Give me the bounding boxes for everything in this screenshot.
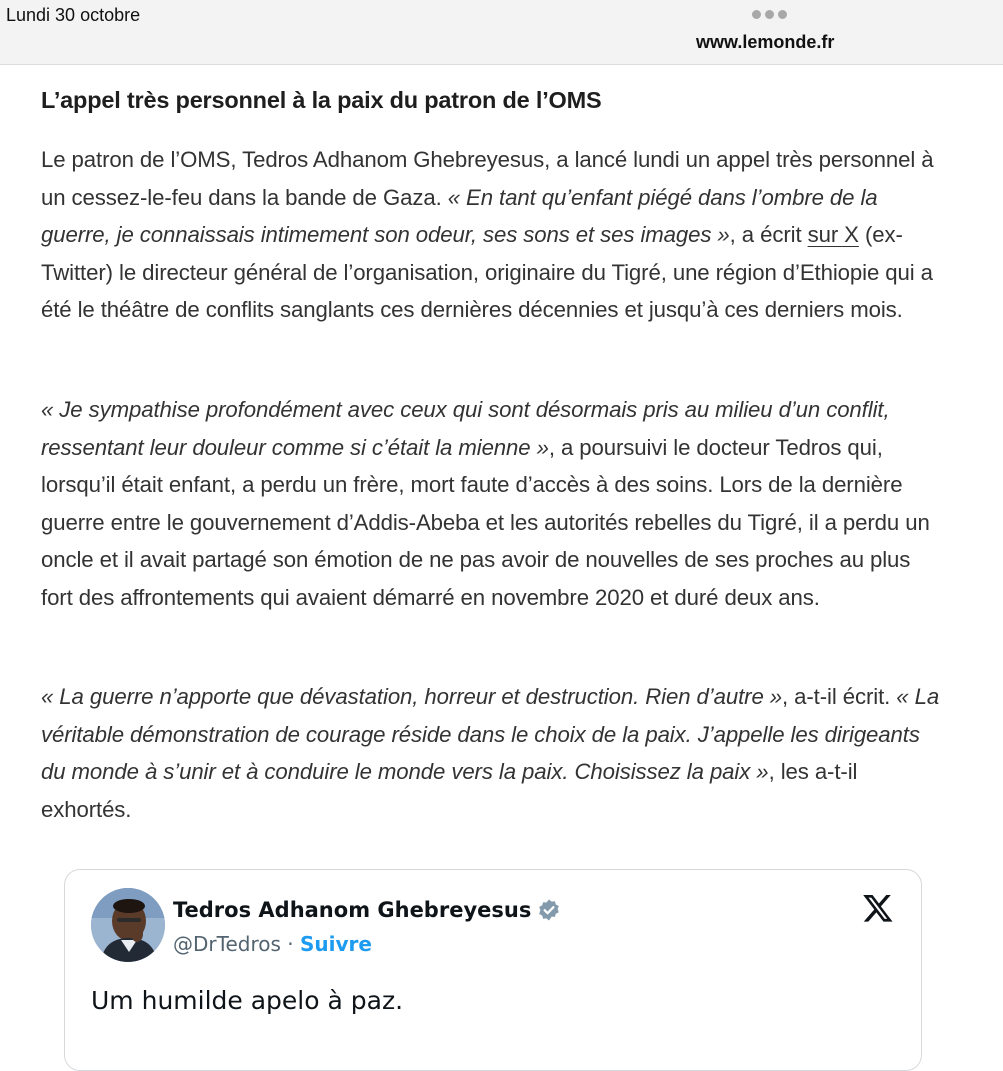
tweet-author[interactable] <box>173 898 561 922</box>
embedded-tweet[interactable] <box>64 869 922 1071</box>
x-logo-icon[interactable] <box>861 892 895 924</box>
p3-quote-2: « La véritable démonstration de courage réside dans le choix de la paix. J’appelle les dirigeants du monde à s’unir et à conduire le monde vers la paix. Choisissez la paix » <box>41 684 940 785</box>
url-bar[interactable]: www.lemonde.fr <box>696 32 835 52</box>
tweet-text: Um humilde apelo à paz. <box>91 986 404 1015</box>
p3-text-1: , a-t-il écrit. <box>782 684 897 709</box>
follow-button[interactable]: Suivre <box>299 932 372 956</box>
avatar[interactable] <box>91 888 165 962</box>
p1-text-3: (ex-Twitter) le directeur général de l’organisation, originaire du Tigré, une région d’Ethiopie qui a été le théâtre de conflits sanglants ces dernières décennies et jusqu’à ces derniers mois. <box>41 222 933 323</box>
p3-text-2: , les a-t-il exhortés. <box>41 759 858 822</box>
p1-text-1: Le patron de l’OMS, Tedros Adhanom Ghebreyesus, a lancé lundi un appel très personnel à un cessez-le-feu dans la bande de Gaza. <box>41 147 934 210</box>
more-options-icon[interactable] <box>752 10 787 19</box>
author-handle[interactable]: @DrTedros <box>173 932 281 956</box>
status-bar <box>0 0 1003 65</box>
article-heading: L’appel très personnel à la paix du patron de l’OMS <box>41 87 602 113</box>
handle-separator: · <box>280 932 300 956</box>
p2-quote-1: « Je sympathise profondément avec ceux qui sont désormais pris au milieu d’un conflit, ressentant leur douleur comme si c’était la mienne » <box>41 397 890 460</box>
article-section <box>41 84 946 822</box>
verified-badge-icon <box>537 898 561 922</box>
article-paragraph-2 <box>41 391 946 617</box>
tweet-handle-line <box>173 932 372 956</box>
p2-text-1: , a poursuivi le docteur Tedros qui, lorsqu’il était enfant, a perdu un frère, mort faute d’accès à des soins. Lors de la dernière guerre entre le gouvernement d’Addis-Abeba et les autorités rebelles du Tigré, il a perdu un oncle et il avait partagé son émotion de ne pas avoir de nouvelles de ses proches au plus fort des affrontements qui avaient démarré en novembre 2020 et duré deux ans. <box>41 434 930 610</box>
sur-x-link[interactable]: sur X <box>807 222 859 248</box>
p1-quote-1: « En tant qu’enfant piégé dans l’ombre de la guerre, je connaissais intimement son odeur, ses sons et ses images » <box>41 184 878 248</box>
p3-quote-1: « La guerre n’apporte que dévastation, horreur et destruction. Rien d’autre » <box>41 684 782 709</box>
article-paragraph-3 <box>41 678 946 828</box>
status-date: Lundi 30 octobre <box>6 5 141 25</box>
article-paragraph-1 <box>41 141 946 329</box>
author-name[interactable]: Tedros Adhanom Ghebreyesus <box>173 898 532 922</box>
p1-text-2: , a écrit <box>729 222 808 248</box>
